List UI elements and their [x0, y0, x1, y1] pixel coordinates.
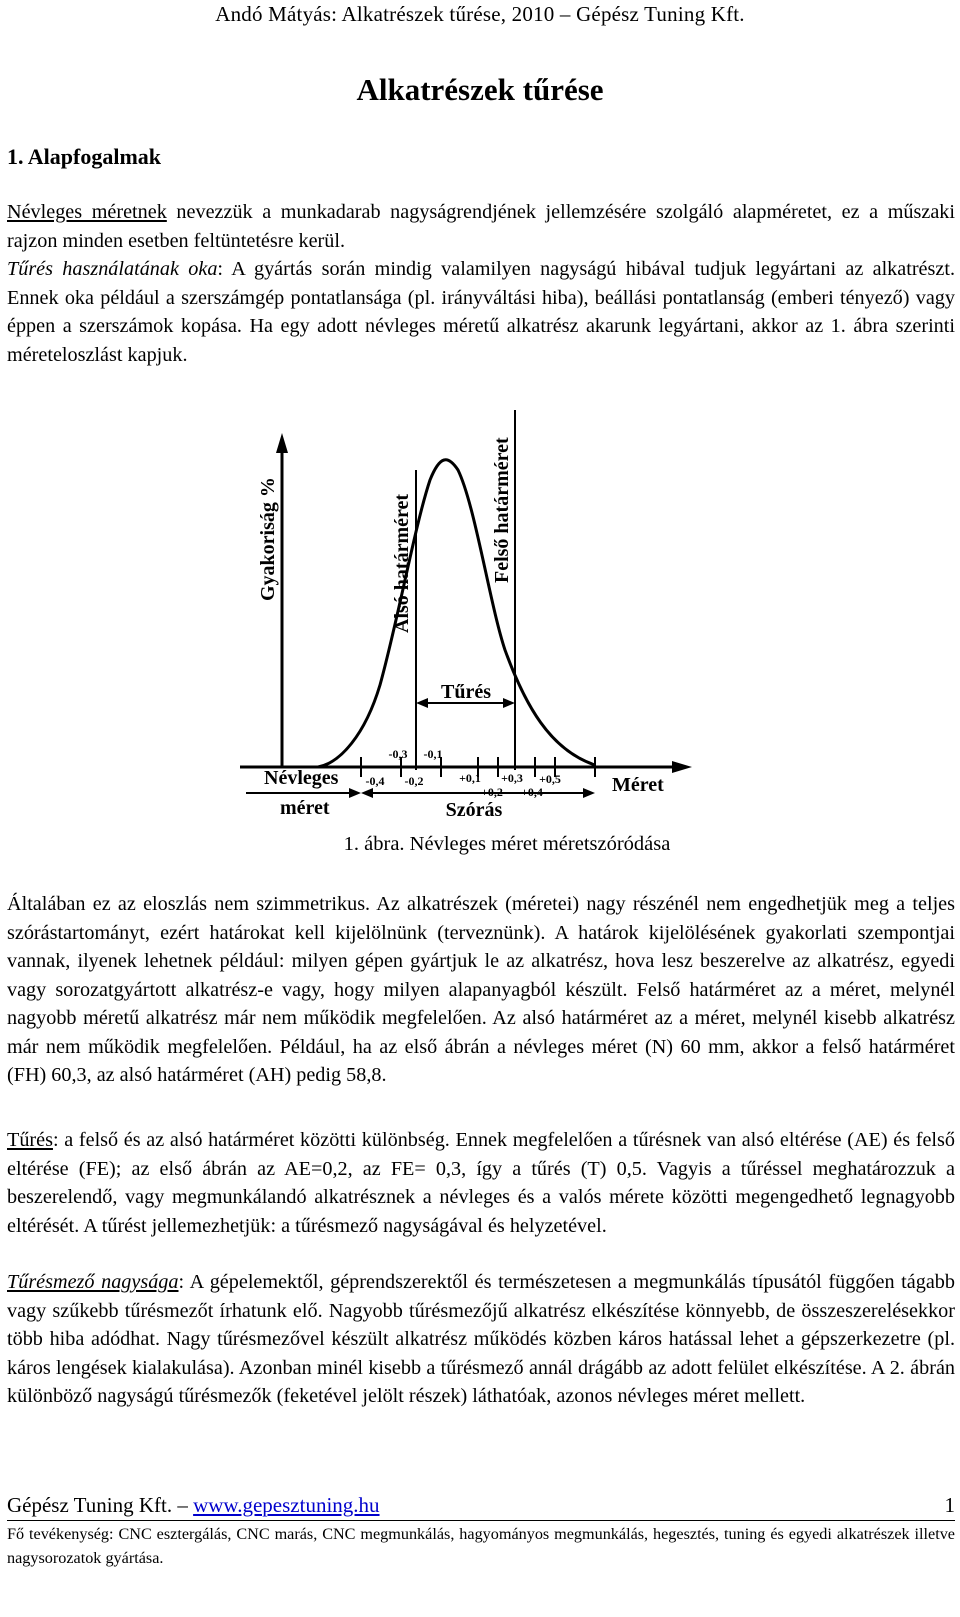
distribution-diagram: [230, 405, 710, 845]
footer-activities: Fő tevékenység: CNC esztergálás, CNC marás, CNC megmunkálás, hagyományos megmunkálás, hegesztés, tuning és egyedi alkatrészek illetve nagysorozatok gyártása.: [7, 1525, 955, 1567]
tolerance-label: Tűrés: [441, 681, 491, 703]
figure-caption: 1. ábra. Névleges méret méretszóródása: [343, 833, 671, 855]
term-tolerance-field: Tűrésmező nagysága: [7, 1271, 179, 1293]
term-nominal-size: Névleges méretnek: [7, 201, 167, 223]
y-axis-arrow: [276, 433, 288, 453]
tolerance-arrow-right: [503, 698, 515, 708]
footer: [7, 1493, 955, 1518]
page-number: 1: [944, 1493, 955, 1517]
footer-divider: [7, 1520, 955, 1521]
section-heading: 1. Alapfogalmak: [7, 144, 162, 169]
paragraph-tolerance: [7, 1126, 955, 1240]
paragraph-tolerance-field: [7, 1268, 955, 1411]
distribution-curve: [318, 460, 595, 767]
x-axis-arrow: [672, 761, 692, 773]
page-title: Alkatrészek tűrése: [356, 72, 604, 107]
tick-label-p04: +0,4: [521, 785, 543, 799]
footer-company: Gépész Tuning Kft. –: [7, 1493, 194, 1517]
tick-label-m01: -0,1: [423, 747, 443, 761]
nominal-label-1: Névleges: [264, 767, 339, 789]
upper-limit-label: Felső határméret: [491, 437, 513, 583]
y-axis-label: Gyakoriság %: [257, 477, 279, 601]
paragraph-nominal-size: [7, 198, 955, 255]
tick-label-p01: +0,1: [459, 771, 481, 785]
tick-label-p02: +0,2: [481, 785, 503, 799]
lower-limit-label: Alsó határméret: [391, 493, 413, 633]
nominal-label-2: méret: [280, 797, 330, 819]
paragraph-tolerance-reason: [7, 255, 955, 369]
spread-arrow-left: [361, 788, 373, 798]
paragraph-distribution: Általában ez az eloszlás nem szimmetrikus. Az alkatrészek (méretei) nagy részénél nem engedhetjük meg a teljes szórástartományt, ezért határokat kell kijelölnünk (terveznünk). A határok kijelölésének gyakorlati szempontjai vannak, ilyenek lehetnek például: milyen gépen gyártjuk le az alkatrész, hova lesz beszerelve az alkatrész, egyedi vagy sorozatgyártott alkatrész-e vagy, hogy milyen alapanyagból készült. Felső határméret az a méret, melynél nagyobb méretű alkatrész már nem működik megfelelően. Az alsó határméret az a méret, melynél kisebb alkatrész már nem működik megfelelően. Például, ha az első ábrán a névleges méret (N) 60 mm, akkor a felső határméret (FH) 60,3, az alsó határméret (AH) pedig 58,8.: [7, 893, 955, 1086]
paragraph-text: nevezzük a munkadarab nagyságrendjének jellemzésére szolgáló alapméretet, ez a műszaki rajzon minden esetben feltüntetésre kerül.: [7, 201, 956, 252]
tick-label-m04: -0,4: [365, 774, 385, 788]
paragraph-text: : A gyártás során mindig valamilyen nagyságú hibával tudjuk legyártani az alkatrészt. Ennek oka például a szerszámgép pontatlansága (pl. irányváltási hiba), beállási pontatlanság (emberi tényező) vagy éppen a szerszámok kopása. Ha egy adott névleges méretű alkatrész akarunk legyártani, akkor az 1. ábra szerinti méreteloszlást kapjuk.: [7, 258, 955, 366]
spread-label: Szórás: [445, 799, 503, 821]
tick-label-m02: -0,2: [404, 774, 424, 788]
running-header: Andó Mátyás: Alkatrészek tűrése, 2010 – Gépész Tuning Kft.: [215, 2, 745, 26]
tick-label-m03: -0,3: [388, 747, 408, 761]
spread-arrow-right: [583, 788, 595, 798]
term-tolerance-reason: Tűrés használatának oka: [7, 258, 218, 280]
figure-size-distribution: [230, 405, 710, 845]
footer-website-link[interactable]: www.gepesztuning.hu: [193, 1493, 380, 1517]
paragraph-text: : A gépelemektől, géprendszerektől és természetesen a megmunkálás típusától függően tágabb vagy szűkebb tűrésmezőt írhatunk elő. Nagyobb tűrésmezőjű alkatrész elkészítése könnyebb, de összeszerelésekkor több hiba adódhat. Nagy tűrésmezővel készült alkatrész működés közben káros hatással lehet a gépszerkezetre (pl. káros lengések kialakulása). Azonban minél kisebb a tűrésmező annál drágább az adott felület elkészítése. A 2. ábrán különböző nagyságú tűrésmezők (feketével jelölt részek) láthatóak, azonos névleges méret mellett.: [7, 1271, 955, 1407]
term-tolerance: Tűrés: [7, 1129, 53, 1151]
paragraph-text: : a felső és az alsó határméret közötti különbség. Ennek megfelelően a tűrésnek van alsó eltérése (AE) és felső eltérése (FE); az első ábrán az AE=0,2, az FE= 0,3, így a tűrés (T) 0,5. Vagyis a tűréssel meghatározzuk a beszerelendő, vagy megmunkálandó alkatrésznek a névleges és a valós mérete közötti megengedhető legnagyobb eltérését. A tűrést jellemezhetjük: a tűrésmező nagyságával és helyzetével.: [7, 1129, 955, 1237]
tick-label-p03: +0,3: [501, 771, 523, 785]
x-axis-label: Méret: [612, 774, 664, 796]
tick-label-p05: +0,5: [539, 772, 561, 786]
nominal-arrow-head: [349, 788, 361, 798]
tolerance-arrow-left: [416, 698, 428, 708]
